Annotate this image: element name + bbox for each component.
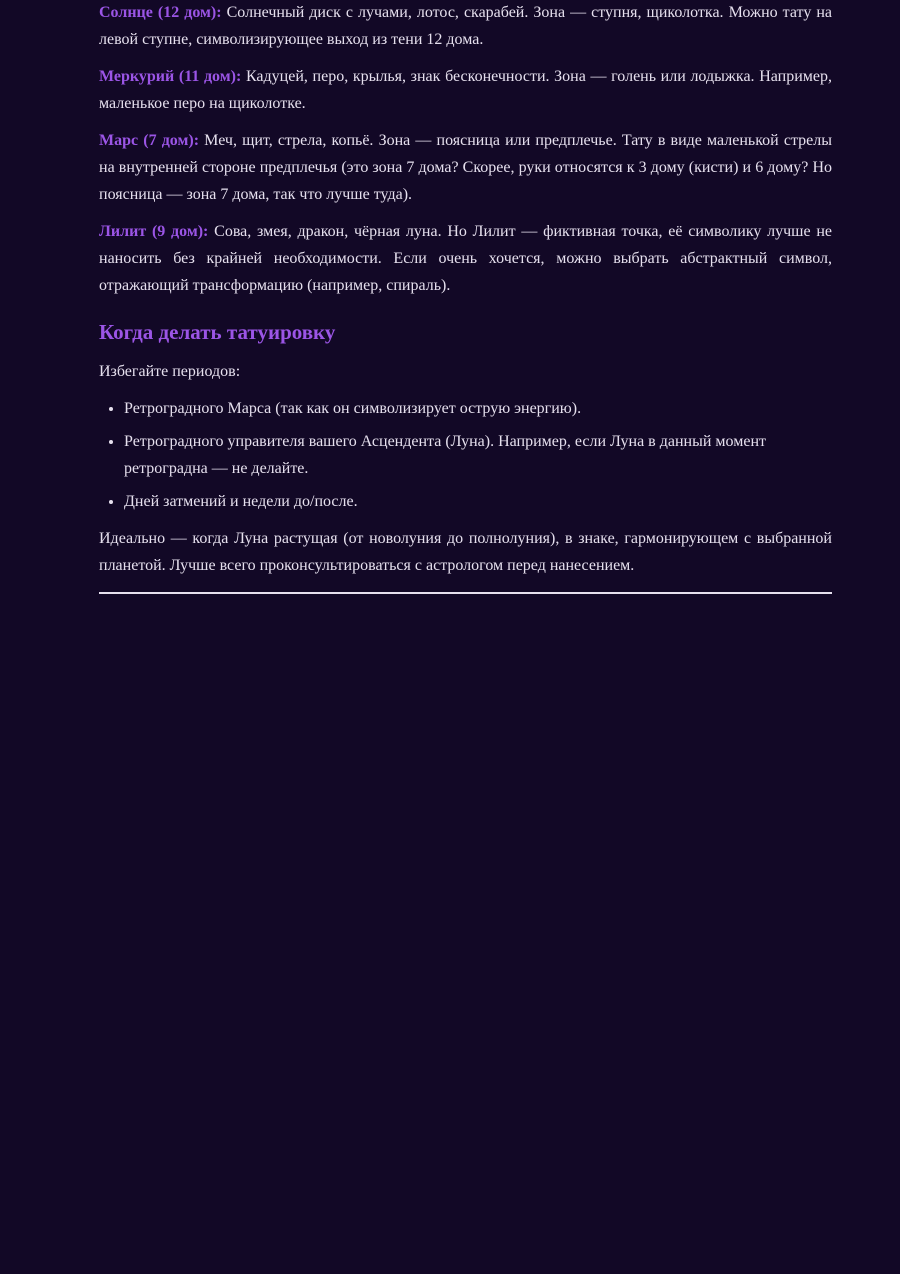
avoid-intro: Избегайте периодов: <box>99 363 241 380</box>
avoid-list <box>99 395 832 515</box>
planet-label: Солнце (12 дом): <box>99 4 222 21</box>
planet-description: Меч, щит, стрела, копьё. Зона — поясница или предплечье. Тату в виде маленькой стрелы на внутренней стороне предплечья (это зона 7 дома? Скорее, руки относятся к 3 дому (кисти) и 6 дому? Но поясница — зона 7 дома, так что лучше туда). <box>99 132 832 203</box>
planet-entry-mercury <box>99 63 832 117</box>
planet-entry-mars <box>99 127 832 208</box>
planet-description: Кадуцей, перо, крылья, знак бесконечности. Зона — голень или лодыжка. Например, маленькое перо на щиколотке. <box>99 68 832 112</box>
planet-entry-lilith <box>99 218 832 299</box>
list-item: • Дней затмений и недели до/после. <box>124 488 832 515</box>
list-item: • Ретроградного управителя вашего Асцендента (Луна). Например, если Луна в данный момент ретроградна — не делайте. <box>124 428 832 482</box>
article-content <box>99 0 832 594</box>
divider <box>99 592 832 594</box>
planet-entry-sun <box>99 0 832 53</box>
planet-label: Лилит (9 дом): <box>99 223 209 240</box>
planet-description: Солнечный диск с лучами, лотос, скарабей. Зона — ступня, щиколотка. Можно тату на левой ступне, символизирующее выход из тени 12 дома. <box>99 4 833 48</box>
closing-paragraph: Идеально — когда Луна растущая (от новолуния до полнолуния), в знаке, гармонирующем с выбранной планетой. Лучше всего проконсультироваться с астрологом перед нанесением. <box>99 530 832 574</box>
planet-label: Марс (7 дом): <box>99 132 200 149</box>
planet-description: Сова, змея, дракон, чёрная луна. Но Лилит — фиктивная точка, её символику лучше не наносить без крайней необходимости. Если очень хочется, можно выбрать абстрактный символ, отражающий трансформацию (например, спираль). <box>99 223 832 294</box>
planet-label: Меркурий (11 дом): <box>99 68 242 85</box>
section-heading: Когда делать татуировку <box>99 320 336 344</box>
list-item: • Ретроградного Марса (так как он символизирует острую энергию). <box>124 395 832 422</box>
